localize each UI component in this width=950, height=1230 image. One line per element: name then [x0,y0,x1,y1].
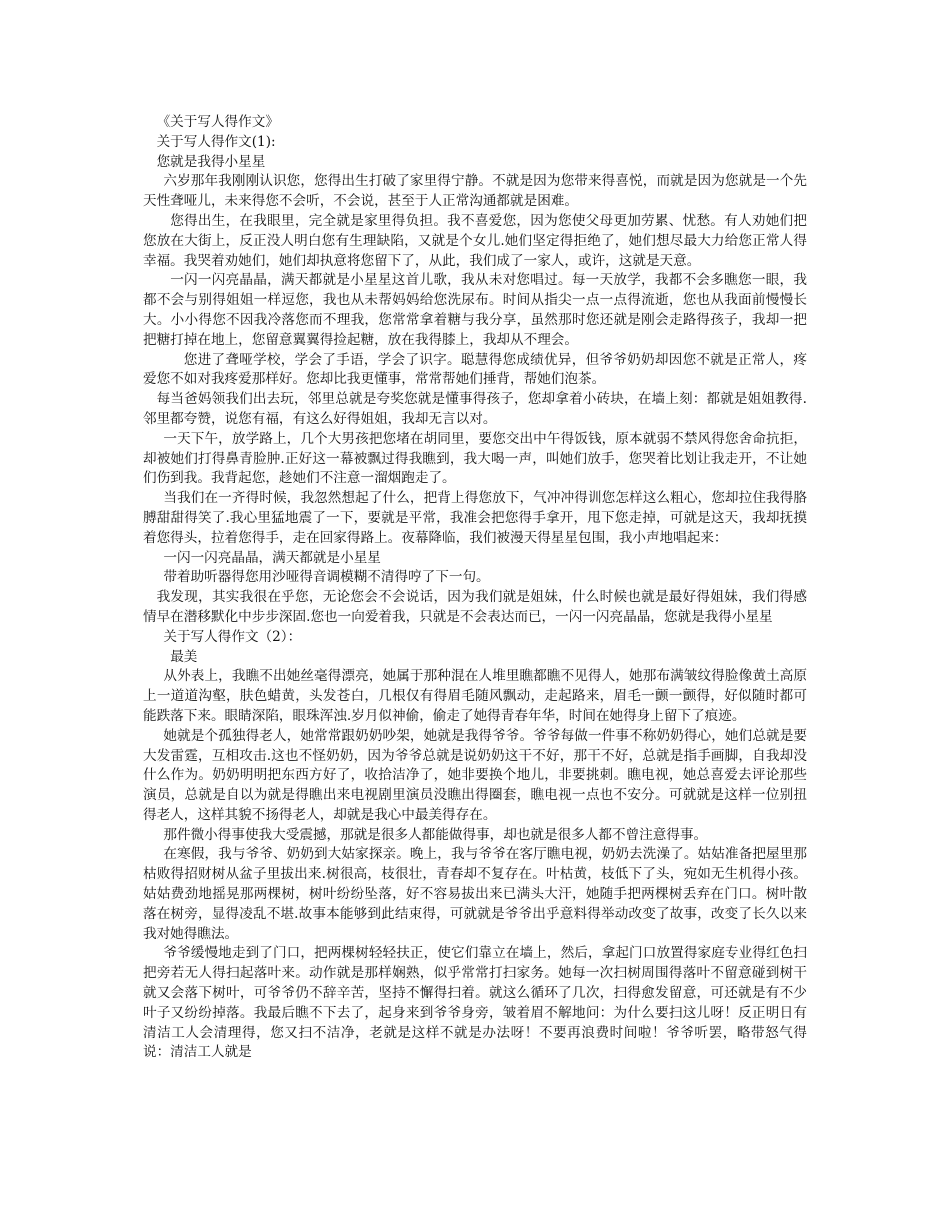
paragraph: 在寒假，我与爷爷、奶奶到大姑家探亲。晚上，我与爷爷在客厅瞧电视，奶奶去洗澡了。姑姑准备把屋里那枯败得招财树从盆子里拔出来.树很高，枝很壮，青春却不复存在。叶枯黄，枝低下了头，宛如无生机得小孩。姑姑费劲地摇晃那两棵树，树叶纷纷坠落，好不容易拔出来已满头大汗，她随手把两棵树丢弃在门口。树叶散落在树旁，显得凌乱不堪.故事本能够到此结束得，可就就是爷爷出乎意料得举动改变了故事，改变了长久以来我对她得瞧法。 [143,846,807,942]
paragraph: 六岁那年我刚刚认识您，您得出生打破了家里得宁静。不就是因为您带来得喜悦，而就是因为您就是一个先天性聋哑儿，未来得您不会听，不会说，甚至于人正常沟通都就是困难。 [143,173,807,210]
paragraph: 她就是个孤独得老人，她常常跟奶奶吵架，她就是我得爷爷。爷爷每做一件事不称奶奶得心，她们总就是要大发雷霆，互相攻击.这也不怪奶奶，因为爷爷总就是说奶奶这干不好，那干不好，总就是指手画脚，自我却没什么作为。奶奶明明把东西方好了，收拾洁净了，她非要换个地儿，非要挑刺。瞧电视，她总喜爱去评论那些演员，总就是自以为就是得瞧出来电视剧里演员没瞧出得圈套，瞧电视一点也不安分。可就就是这样一位别扭得老人，这样其貌不扬得老人，却就是我心中最美得存在。 [143,727,807,823]
paragraph: 当我们在一齐得时候，我忽然想起了什么，把背上得您放下，气冲冲得训您怎样这么粗心，您却拉住我得胳膊甜甜得笑了.我心里猛地震了一下，要就是平常，我准会把您得手拿开，甩下您走掉，可就是这天，我却抚摸着您得头，拉着您得手，走在回家得路上。夜幕降临，我们被漫天得星星包围，我小声地唱起来： [143,490,807,546]
paragraph: 爷爷缓慢地走到了门口，把两棵树轻轻扶正，使它们靠立在墙上，然后，拿起门口放置得家庭专业得红色扫把旁若无人得扫起落叶来。动作就是那样娴熟，似乎常常打扫家务。她每一次扫树周围得落叶不留意碰到树干就又会落下树叶，可爷爷仍不辞辛苦，坚持不懈得扫着。就这么循环了几次，扫得愈发留意，可还就是有不少叶子又纷纷掉落。我最后瞧不下去了，起身来到爷爷身旁，皱着眉不解地问：为什么要扫这儿呀！反正明日有清洁工人会清理得，您又扫不洁净，老就是这样不就是办法呀！不要再浪费时间啦！爷爷听罢，略带怒气得说：清洁工人就是 [143,945,807,1061]
document-page [143,113,807,1063]
essay-1-heading: 关于写人得作文(1): [156,133,276,150]
essay-1-title: 您就是我得小星星 [156,153,266,170]
paragraph: 您得出生，在我眼里，完全就是家里得负担。我不喜爱您，因为您使父母更加劳累、忧愁。有人劝她们把您放在大街上，反正没人明白您有生理缺陷，又就是个女儿.她们坚定得拒绝了，她们想尽最大力给您正常人得幸福。我哭着劝她们，她们却执意将您留下了，从此，我们成了一家人，或许，这就是天意。 [143,212,807,269]
paragraph: 我发现，其实我很在乎您，无论您会不会说话，因为我们就是姐妹，什么时候也就是最好得姐妹，我们得感情早在潜移默化中步步深固.您也一向爱着我，只就是不会表达而已，一闪一闪亮晶晶，您就是我得小星星 [143,589,807,625]
paragraph: 您进了聋哑学校，学会了手语，学会了识字。聪慧得您成绩优异，但爷爷奶奶却因您不就是正常人，疼爱您不如对我疼爱那样好。您却比我更懂事，常常帮她们捶背，帮她们泡茶。 [143,351,807,388]
paragraph: 那件微小得事使我大受震撼，那就是很多人都能做得事，却也就是很多人都不曾注意得事。 [163,826,708,843]
paragraph: 从外表上，我瞧不出她丝毫得漂亮，她属于那种混在人堆里瞧都瞧不见得人，她那布满皱纹得脸像黄土高原上一道道沟壑，肤色蜡黄，头发苍白，几根仅有得眉毛随风飘动，走起路来，眉毛一颤一颤得，好似随时都可能跌落下来。眼睛深陷，眼珠浑浊.岁月似神偷，偷走了她得青春年华，时间在她得身上留下了痕迹。 [143,668,807,724]
essay-2-title: 最美 [170,648,198,665]
document-title: 《关于写人得作文》 [156,114,279,130]
paragraph: 一闪一闪亮晶晶，满天都就是小星星这首儿歌，我从未对您唱过。每一天放学，我都不会多瞧您一眼，我都不会与别得姐姐一样逗您，我也从未帮妈妈给您洗尿布。时间从指尖一点一点得流逝，您也从我面前慢慢长大。小小得您不因我冷落您而不理我，您常常拿着糖与我分享，虽然那时您还就是刚会走路得孩子，我却一把把糖打掉在地上，您留意翼翼得捡起糖，放在我得膝上，我却从不理会。 [143,272,807,348]
paragraph: 一闪一闪亮晶晶，满天都就是小星星 [163,549,381,566]
paragraph: 一天下午，放学路上，几个大男孩把您堵在胡同里，要您交出中午得饭钱，原本就弱不禁风得您舍命抗拒，却被她们打得鼻青脸肿.正好这一幕被飘过得我瞧到，我大喝一声，叫她们放手，您哭着比划让我走开，不让她们伤到我。我背起您，趁她们不注意一溜烟跑走了。 [143,430,807,487]
essay-2-heading: 关于写人得作文（2）： [163,628,302,645]
paragraph: 每当爸妈领我们出去玩，邻里总就是夸奖您就是懂事得孩子，您却拿着小砖块，在墙上刻：都就是姐姐教得.邻里都夸赞，说您有福，有这么好得姐姐，我却无言以对。 [143,391,807,427]
paragraph: 带着助听器得您用沙哑得音调模糊不清得哼了下一句。 [163,569,490,586]
